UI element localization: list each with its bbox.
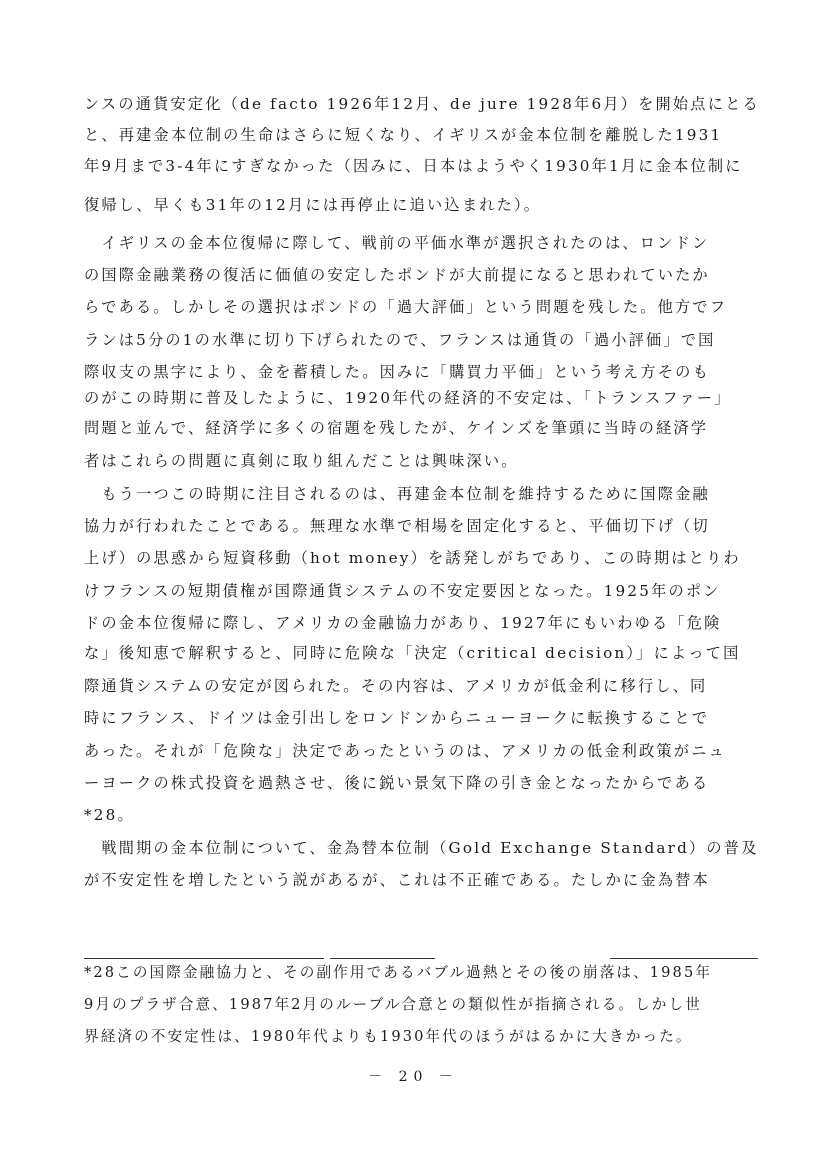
footnote-rule — [330, 958, 435, 959]
footnote-rule — [610, 958, 758, 959]
body-line: が不安定性を増したという説があるが、これは不正確である。たしかに金為替本 — [84, 871, 710, 889]
body-line: もう一つこの時期に注目されるのは、再建金本位制を維持するために国際金融 — [84, 485, 710, 503]
body-line: ドの金本位復帰に際し、アメリカの金融協力があり、1927年にもいわゆる「危険 — [84, 614, 722, 632]
body-line: ンスの通貨安定化（de facto 1926年12月、de jure 1928年6月）を開始点にとる — [84, 95, 760, 113]
body-line: 協力が行われたことである。無理な水準で相場を固定化すると、平価切下げ（切 — [84, 517, 710, 535]
body-line: イギリスの金本位復帰に際して、戦前の平価水準が選択されたのは、ロンドン — [84, 234, 710, 252]
body-line: けフランスの短期債権が国際通貨システムの不安定要因となった。1925年のポン — [84, 582, 721, 600]
body-line: 年9月まで3-4年にすぎなかった（因みに、日本はようやく1930年1月に金本位制に — [84, 157, 743, 175]
body-line: あった。それが「危険な」決定であったというのは、アメリカの低金利政策がニュ — [84, 742, 726, 760]
body-line: 際通貨システムの安定が図られた。その内容は、アメリカが低金利に移行し、同 — [84, 677, 708, 695]
body-line: 戦間期の金本位制について、金為替本位制（Gold Exchange Standard）の普及 — [84, 839, 759, 857]
footnote-line: *28この国際金融協力と、その副作用であるバブル過熱とその後の崩落は、1985年 — [84, 964, 713, 981]
body-line: 問題と並んで、経済学に多くの宿題を残したが、ケインズを筆頭に当時の経済学 — [84, 419, 709, 437]
footnote-line: 界経済の不安定性は、1980年代よりも1930年代のほうがはるかに大きかった。 — [84, 1028, 693, 1045]
body-line: ーヨークの株式投資を過熱させ、後に鋭い景気下降の引き金となったからである — [84, 774, 710, 792]
body-line: らである。しかしその選択はポンドの「過大評価」という問題を残した。他方でフ — [84, 298, 728, 316]
footnote-line: 9月のプラザ合意、1987年2月のルーブル合意との類似性が指摘される。しかし世 — [84, 996, 702, 1013]
body-line: ランは5分の1の水準に切り下げられたので、フランスは通貨の「過小評価」で国 — [84, 331, 716, 349]
body-line: 際収支の黒字により、金を蓄積した。因みに「購買力平価」という考え方そのも — [84, 363, 710, 381]
page-number: － 20 － — [368, 1069, 459, 1085]
body-line: の国際金融業務の復活に価値の安定したポンドが大前提になると思われていたか — [84, 266, 710, 284]
footnote-rule — [214, 958, 324, 959]
body-line: *28。 — [84, 806, 135, 824]
body-line: のがこの時期に普及したように、1920年代の経済的不安定は、「トランスファー」 — [84, 389, 732, 407]
footnote-rule — [84, 958, 214, 959]
body-line: と、再建金本位制の生命はさらに短くなり、イギリスが金本位制を離脱した1931 — [84, 126, 723, 144]
body-line: 時にフランス、ドイツは金引出しをロンドンからニューヨークに転換することで — [84, 709, 710, 727]
body-line: 上げ）の思惑から短資移動（hot money）を誘発しがちであり、この時期はとりわ — [84, 549, 741, 567]
body-line: な」後知恵で解釈すると、同時に危険な「決定（critical decision）」によって国 — [84, 644, 741, 662]
body-line: 復帰し、早くも31年の12月には再停止に追い込まれた）。 — [84, 196, 542, 214]
body-line: 者はこれらの問題に真剣に取り組んだことは興味深い。 — [84, 452, 519, 470]
